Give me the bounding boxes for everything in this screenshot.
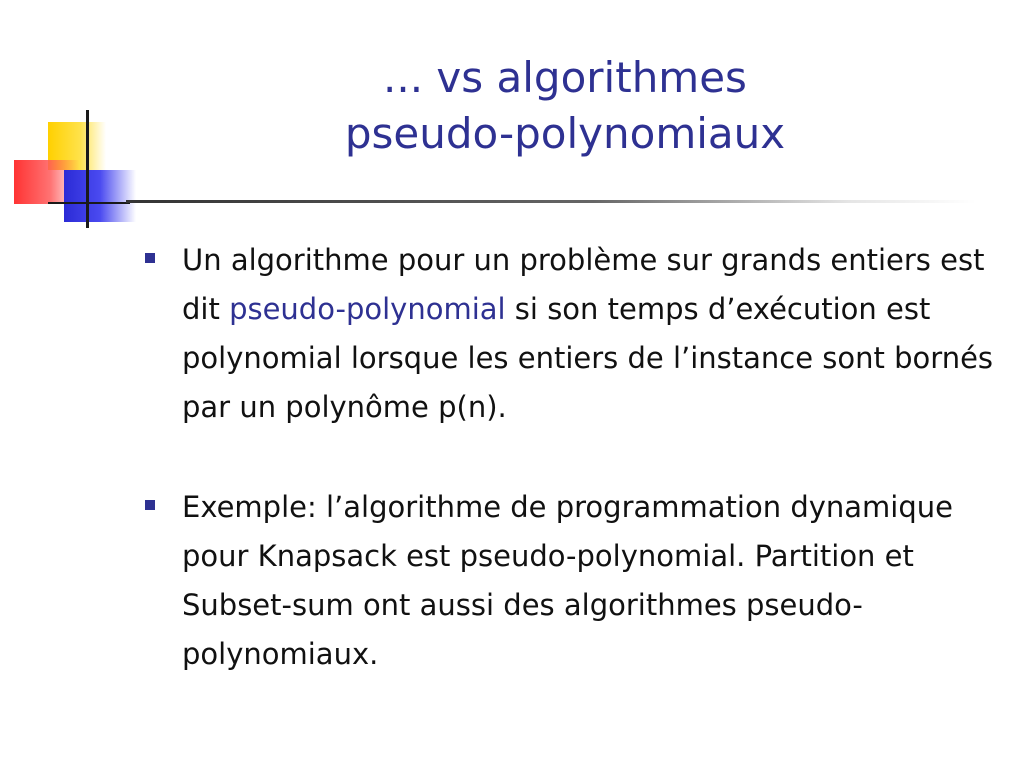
bullet-item bbox=[145, 483, 995, 679]
bullet-item bbox=[145, 236, 995, 432]
pseudo-polynomial-term: pseudo-polynomial bbox=[229, 292, 506, 326]
bullet-text-start: Un algorithme pour un problème sur grands entiers est dit bbox=[182, 243, 985, 326]
blue-square bbox=[64, 170, 136, 222]
bullet-list bbox=[145, 236, 995, 679]
slide-title-line-2: pseudo-polynomiaux bbox=[344, 109, 786, 158]
title-rule bbox=[126, 200, 976, 203]
slide-title bbox=[150, 50, 980, 162]
slide-title-line-1: ... vs algorithmes bbox=[383, 53, 747, 102]
bullet-text-end: si son temps d’exécution est polynomial lorsque les entiers de l’instance sont bornés par un polynôme p(n). bbox=[182, 292, 994, 424]
bullet-text: Exemple: l’algorithme de programmation dynamique pour Knapsack est pseudo-polynomial. Partition et Subset-sum ont aussi des algorithmes pseudo-polynomiaux. bbox=[182, 490, 953, 671]
horizontal-line bbox=[48, 202, 130, 204]
decorative-logo bbox=[0, 100, 150, 240]
vertical-line bbox=[86, 110, 89, 228]
square-bullet-icon bbox=[145, 253, 155, 263]
square-bullet-icon bbox=[145, 500, 155, 510]
